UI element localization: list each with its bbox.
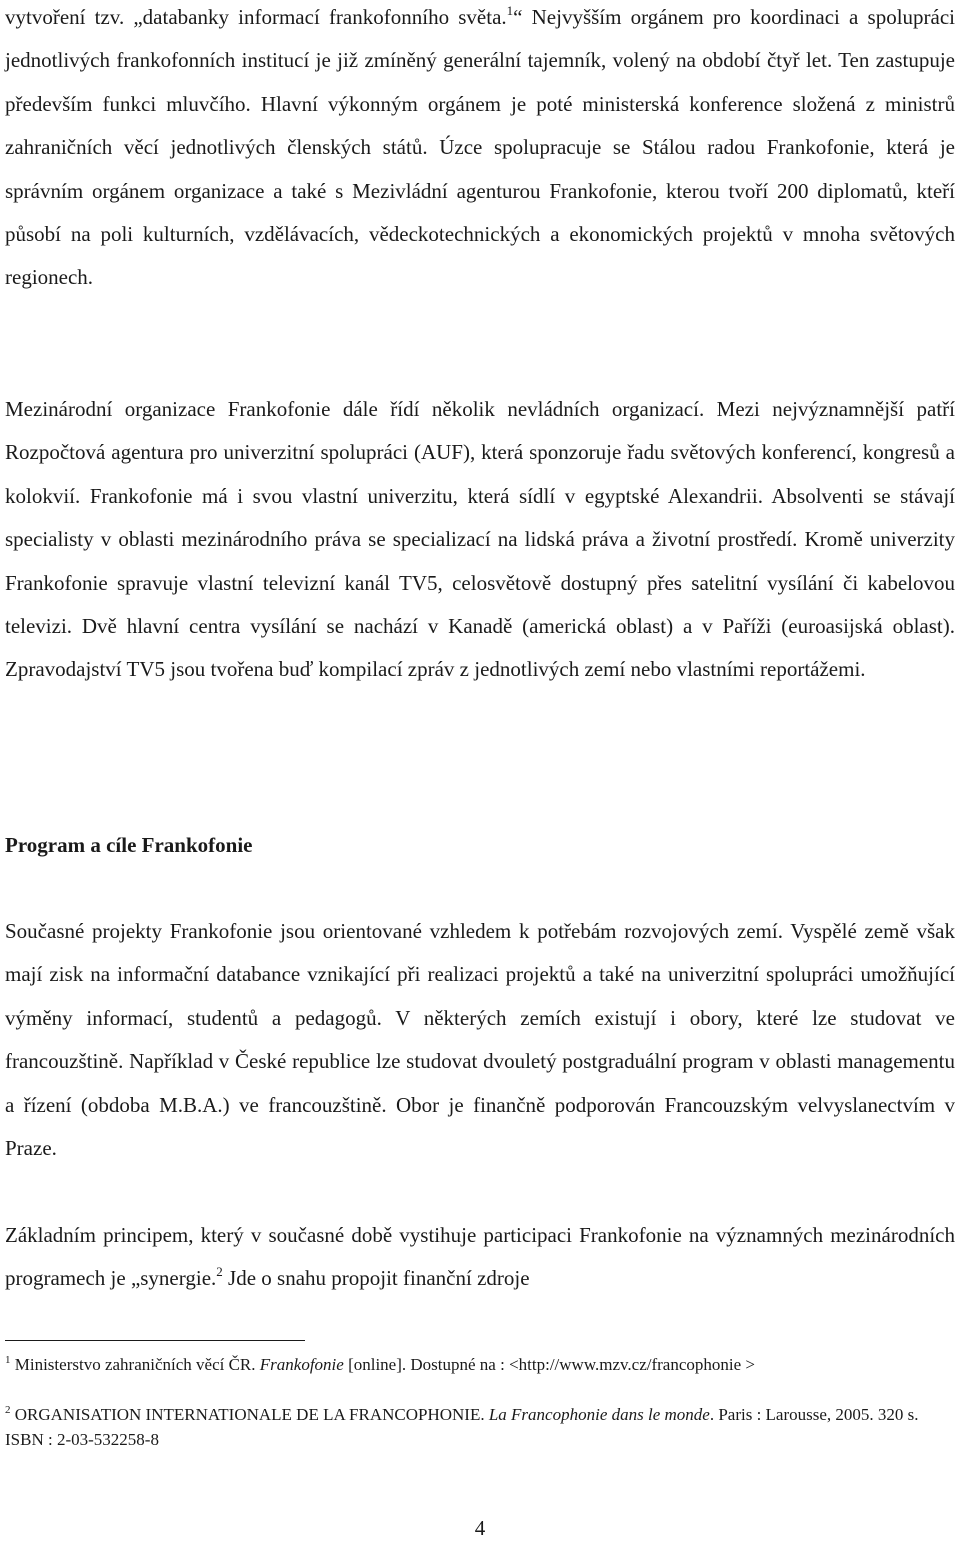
section-heading: Program a cíle Frankofonie xyxy=(5,833,253,857)
footnote-2-title: La Francophonie dans le monde xyxy=(488,1405,710,1424)
paragraph-4-text-a: Základním principem, který v současné době vystihuje participaci Frankofonie na významných mezinárodních programech je „synergie. xyxy=(5,1223,955,1291)
footnote-1-pre: Ministerstvo zahraničních věcí ČR. xyxy=(10,1355,260,1374)
footnote-ref-2[interactable]: 2 xyxy=(216,1264,223,1280)
footnote-1 xyxy=(5,1352,955,1377)
paragraph-3: Současné projekty Frankofonie jsou orientované vzhledem k potřebám rozvojových zemí. Vyspělé země však mají zisk na informační databance vznikající při realizaci projektů a také na univerzitní spolupráci umožňující výměny informací, studentů a pedagogů. V některých zemích existují i obory, které lze studovat ve francouzštině. Například v České republice lze studovat dvouletý postgraduální program v oblasti managementu a řízení (obdoba M.B.A.) ve francouzštině. Obor je finančně podporován Francouzským velvyslanectvím v Praze. xyxy=(5,919,955,1161)
footnote-2-pre: ORGANISATION INTERNATIONALE DE LA FRANCOPHONIE. xyxy=(10,1405,489,1424)
footnote-1-title: Frankofonie xyxy=(259,1355,344,1374)
footnote-ref-1[interactable]: 1 xyxy=(506,3,514,18)
paragraph-2: Mezinárodní organizace Frankofonie dále řídí několik nevládních organizací. Mezi nejvýznamnější patří Rozpočtová agentura pro univerzitní spolupráci (AUF), která sponzoruje řadu světových konferencí, kongresů a kolokvií. Frankofonie má i svou vlastní univerzitu, která sídlí v egyptské Alexandrii. Absolventi se stávají specialisty v oblasti mezinárodního práva se specializací na lidská práva a životní prostředí. Kromě univerzity Frankofonie spravuje vlastní televizní kanál TV5, celosvětově dostupný přes satelitní vysílání či kabelovou televizi. Dvě hlavní centra vysílání se nachází v Kanadě (americká oblast) a v Paříži (euroasijská oblast). Zpravodajství TV5 jsou tvořena buď kompilací zpráv z jednotlivých zemí nebo vlastními reportážemi. xyxy=(5,397,955,682)
footnote-1-post: [online]. Dostupné na : <http://www.mzv.cz/francophonie > xyxy=(343,1355,755,1374)
footnote-2-post: . Paris : Larousse, 2005. 320 s. ISBN : 2-03-532258-8 xyxy=(5,1405,919,1449)
paragraph-1-text-a: vytvoření tzv. „databanky informací frankofonního světa. xyxy=(5,5,507,29)
paragraph-1 xyxy=(5,0,955,300)
paragraph-4-text-b: Jde o snahu propojit finanční zdroje xyxy=(222,1266,530,1291)
footnote-1-number: 1 xyxy=(5,1354,11,1366)
page-number: 4 xyxy=(474,1516,486,1540)
footnote-separator xyxy=(5,1340,305,1341)
footnote-2 xyxy=(5,1402,955,1452)
paragraph-4 xyxy=(5,1214,955,1301)
footnote-2-number: 2 xyxy=(5,1404,11,1416)
paragraph-1-text-b: “ Nejvyšším orgánem pro koordinaci a spolupráci jednotlivých frankofonních institucí je již zmíněný generální tajemník, volený na období čtyř let. Ten zastupuje především funkci mluvčího. Hlavní výkonným orgánem je poté ministerská konference složená z ministrů zahraničních věcí jednotlivých členských států. Úzce spolupracuje se Stálou radou Frankofonie, která je správním orgánem organizace a také s Mezivládní agenturou Frankofonie, kterou tvoří 200 diplomatů, kteří působí na poli kulturních, vzdělávacích, vědeckotechnických a ekonomických projektů v mnoha světových regionech. xyxy=(5,5,956,290)
